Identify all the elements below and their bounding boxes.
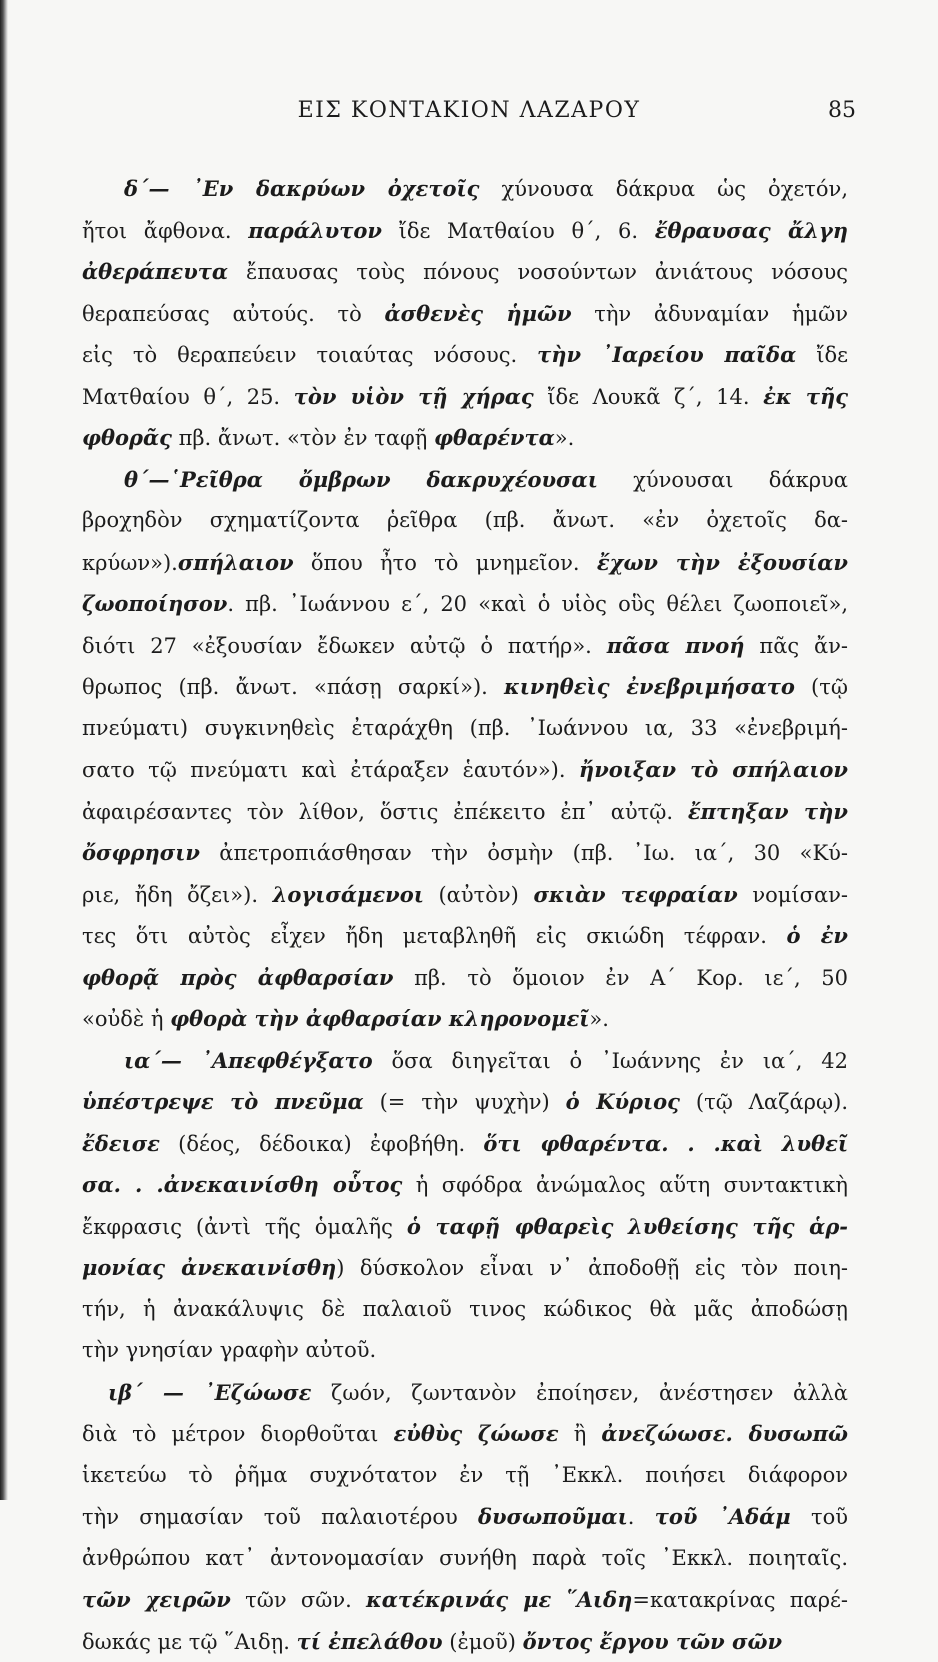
gloss-text: =κατακρίνας παρέ- (632, 1588, 848, 1612)
text-line (82, 874, 848, 916)
commentary-text (82, 168, 848, 1662)
lemma-text: ὄσφρησιν (82, 840, 200, 865)
gloss-text: δωκάς με τῷ ῞Αιδῃ. (82, 1630, 297, 1654)
gloss-text: ἀνθρώπου κατ᾽ ἀντονομασίαν συνήθη παρὰ τοῖς ᾽Εκκλ. ποιηταῖς. (82, 1546, 848, 1570)
lemma-text: ἀσθενὲς ἡμῶν (384, 301, 571, 326)
page-header (82, 98, 856, 138)
gloss-text: θεραπεύσας αὐτούς. τὸ (82, 302, 384, 326)
lemma-text: σκιὰν τεφραίαν (533, 882, 737, 907)
lemma-text: ἐκ τῆς (763, 384, 848, 409)
gloss-text: ». (555, 426, 575, 450)
text-line (82, 417, 848, 459)
gloss-text: ἴδε (796, 343, 848, 367)
gloss-text: χύνουσαι δάκρυα (598, 468, 848, 492)
gloss-text: (τῷ Λαζάρῳ). (680, 1090, 848, 1114)
gloss-text: πνεύματι) συγκινηθεὶς ἐταράχθη (πβ. ᾽Ιωάννου ια, 33 «ἐνεβριμή- (82, 716, 848, 740)
gloss-text: τὴν ἀδυναμίαν ἡμῶν (572, 302, 848, 326)
lemma-text: τὴν ᾽Ιαρείου παῖδα (537, 342, 796, 367)
gloss-text: (δέος, δέδοικα) ἐφοβήθη. (160, 1132, 483, 1156)
lemma-text: τοῦ ᾽Αδάμ (655, 1504, 791, 1529)
gloss-text: θρωπος (πβ. ἄνωτ. «πάσῃ σαρκί»). (82, 675, 504, 699)
gloss-text: τήν, ἡ ἀνακάλυψις δὲ παλαιοῦ τινος κώδικος θὰ μᾶς ἀποδώσῃ (82, 1297, 848, 1321)
gloss-text: τὴν γνησίαν γραφὴν αὐτοῦ. (82, 1338, 376, 1362)
text-line (82, 832, 848, 874)
text-line (82, 251, 848, 293)
gloss-text: Ματθαίου θ΄, 25. (82, 385, 294, 409)
lemma-text: ἤνοιξαν τὸ σπήλαιον (579, 757, 848, 782)
text-line (82, 1538, 848, 1580)
gloss-text: ἤτοι ἄφθονα. (82, 219, 248, 243)
gloss-text: ὅσα διηγεῖται ὁ ᾽Ιωάννης ἐν ια΄, 42 (373, 1049, 848, 1073)
gloss-text: (= τὴν ψυχὴν) (364, 1090, 566, 1114)
lemma-text: φθαρέντα (434, 425, 555, 450)
gloss-text: ἔπαυσας τοὺς πόνους νοσούντων ἀνιάτους νόσους (228, 260, 848, 284)
lemma-text: φθορᾶς (82, 425, 172, 450)
lemma-text: ἔχων τὴν ἐξουσίαν (597, 550, 848, 575)
gloss-text: ἴδε Λουκᾶ ζ΄, 14. (534, 385, 763, 409)
text-line (82, 625, 848, 667)
text-line (82, 915, 848, 957)
lemma-text: ἔδεισε (82, 1131, 160, 1156)
lemma-text: δυσωποῦμαι (478, 1504, 628, 1529)
lemma-text: τὸν υἱὸν τῇ χήρας (294, 384, 534, 409)
lemma-text: ια΄— ᾽Απεφθέγξατο (124, 1048, 373, 1073)
gloss-text: ἢ (559, 1422, 602, 1446)
text-line (82, 1206, 848, 1248)
text-line (82, 666, 848, 708)
text-line (82, 1247, 848, 1289)
text-line (82, 1579, 848, 1621)
lemma-text: φθορὰ τὴν ἀφθαρσίαν κληρονομεῖ (170, 1006, 589, 1031)
text-line (82, 1621, 848, 1662)
text-line (82, 1330, 848, 1372)
text-line (82, 293, 848, 335)
lemma-text: ὅτι φθαρέντα. . .καὶ λυθεῖ (483, 1131, 848, 1156)
gloss-text: ἴδε Ματθαίου θ΄, 6. (382, 219, 655, 243)
running-title: ΕΙΣ ΚΟΝΤΑΚΙΟΝ ΛΑΖΑΡΟΥ (82, 98, 856, 123)
text-line (82, 1289, 848, 1331)
lemma-text: σα. . .ἀνεκαινίσθη οὗτος (82, 1172, 402, 1197)
text-line (82, 1081, 848, 1123)
text-line (82, 1040, 848, 1082)
gloss-text: ἔκφρασις (ἀντὶ τῆς ὁμαλῆς (82, 1215, 407, 1239)
lemma-text: ἀθεράπευτα (82, 259, 228, 284)
gloss-text: . (628, 1505, 655, 1529)
text-line (82, 1496, 848, 1538)
gloss-text: πᾶς ἄν- (745, 634, 848, 658)
lemma-text: ἔπτηξαν τὴν (688, 799, 848, 824)
gloss-text: διὰ τὸ μέτρον διορθοῦται (82, 1422, 394, 1446)
lemma-text: δ΄— ᾽Εν δακρύων ὀχετοῖς (124, 176, 479, 201)
lemma-text: ὑπέστρεψε τὸ πνεῦμα (82, 1089, 364, 1114)
text-line (82, 1372, 848, 1414)
text-line (82, 500, 848, 542)
text-line (82, 376, 848, 418)
gloss-text: (αὐτὸν) (424, 883, 534, 907)
text-line (82, 708, 848, 750)
text-line (82, 542, 848, 584)
lemma-text: ἀνεζώωσε. δυσωπῶ (601, 1421, 848, 1446)
text-line (82, 998, 848, 1040)
lemma-text: ὄντος ἔργου τῶν σῶν (523, 1629, 782, 1654)
gloss-text: τῶν σῶν. (231, 1588, 366, 1612)
lemma-text: ὁ ἐν (786, 923, 848, 948)
gloss-text: κρύων»). (82, 551, 178, 575)
lemma-text: ἔθραυσας ἄλγη (655, 218, 848, 243)
gloss-text: τὴν σημασίαν τοῦ παλαιοτέρου (82, 1505, 478, 1529)
gloss-text: ζωόν, ζωντανὸν ἐποίησεν, ἀνέστησεν ἀλλὰ (311, 1381, 848, 1405)
lemma-text: εὐθὺς ζώωσε (394, 1421, 559, 1446)
lemma-text: τῶν χειρῶν (82, 1587, 231, 1612)
text-line (82, 334, 848, 376)
gloss-text: (τῷ (795, 675, 848, 699)
page-number: 85 (828, 98, 856, 123)
gloss-text: ἀφαιρέσαντες τὸν λίθον, ὅστις ἐπέκειτο ἐπ᾽ αὐτῷ. (82, 800, 688, 824)
text-line (82, 459, 848, 501)
lemma-text: παράλυτον (248, 218, 382, 243)
gloss-text: νομίσαν- (738, 883, 848, 907)
lemma-text: μονίας ἀνεκαινίσθη (82, 1255, 336, 1280)
lemma-text: φθορᾷ πρὸς ἀφθαρσίαν (82, 965, 393, 990)
gloss-text: τοῦ (791, 1505, 848, 1529)
lemma-text: τί ἐπελάθου (297, 1629, 443, 1654)
gloss-text: σατο τῷ πνεύματι καὶ ἐτάραξεν ἑαυτόν»). (82, 758, 579, 782)
text-line (82, 583, 848, 625)
gloss-text: χύνουσα δάκρυα ὡς ὀχετόν, (479, 177, 848, 201)
text-line (82, 1413, 848, 1455)
gloss-text: (ἐμοῦ) (443, 1630, 523, 1654)
page-binding-edge (0, 0, 8, 1500)
text-line (82, 749, 848, 791)
gloss-text: διότι 27 «ἐξουσίαν ἔδωκεν αὐτῷ ὁ πατήρ». (82, 634, 607, 658)
lemma-text: πᾶσα πνοή (607, 633, 745, 658)
lemma-text: ὁ Κύριος (566, 1089, 680, 1114)
gloss-text: ἀπετροπιάσθησαν τὴν ὀσμὴν (πβ. ᾽Ιω. ια΄, 30 «Κύ- (200, 841, 848, 865)
lemma-text: ὁ ταφῇ φθαρεὶς λυθείσης τῆς ἁρ- (407, 1214, 848, 1239)
gloss-text: πβ. ἄνωτ. «τὸν ἐν ταφῇ (172, 426, 434, 450)
lemma-text: κατέκρινάς με ῞Αιδη (366, 1587, 632, 1612)
text-line (82, 1123, 848, 1165)
gloss-text: ἡ σφόδρα ἀνώμαλος αὕτη συντακτικὴ (402, 1173, 848, 1197)
text-line (82, 957, 848, 999)
lemma-text: σπήλαιον (178, 550, 294, 575)
lemma-text: κινηθεὶς ἐνεβριμήσατο (504, 674, 795, 699)
lemma-text: θ΄—῾Ρεῖθρα ὄμβρων δακρυχέουσαι (124, 467, 598, 492)
gloss-text: πβ. τὸ ὅμοιον ἐν Α΄ Κορ. ιε΄, 50 (393, 966, 848, 990)
lemma-text: λογισάμενοι (273, 882, 424, 907)
text-line (82, 791, 848, 833)
gloss-text: ἱκετεύω τὸ ῥῆμα συχνότατον ἐν τῇ ᾽Εκκλ. ποιήσει διάφορον (82, 1463, 848, 1487)
text-line (82, 210, 848, 252)
gloss-text: ὅπου ἦτο τὸ μνημεῖον. (294, 551, 597, 575)
text-line (82, 1164, 848, 1206)
gloss-text: ριε, ἤδη ὄζει»). (82, 883, 273, 907)
gloss-text: τες ὅτι αὐτὸς εἶχεν ἤδη μεταβληθῆ εἰς σκιώδη τέφραν. (82, 924, 786, 948)
text-line (82, 168, 848, 210)
gloss-text: . πβ. ᾽Ιωάννου ε΄, 20 «καὶ ὁ υἱὸς οὓς θέλει ζωοποιεῖ», (227, 592, 848, 616)
gloss-text: εἰς τὸ θεραπεύειν τοιαύτας νόσους. (82, 343, 537, 367)
gloss-text: βροχηδὸν σχηματίζοντα ῥεῖθρα (πβ. ἄνωτ. «ἐν ὀχετοῖς δα- (82, 508, 848, 532)
lemma-text: ιβ΄ — ᾽Εζώωσε (108, 1380, 311, 1405)
lemma-text: ζωοποίησον (82, 591, 227, 616)
gloss-text: «οὐδὲ ἡ (82, 1007, 170, 1031)
text-line (82, 1455, 848, 1497)
gloss-text: ». (589, 1007, 609, 1031)
gloss-text: ) δύσκολον εἶναι ν᾽ ἀποδοθῇ εἰς τὸν ποιη- (336, 1256, 848, 1280)
